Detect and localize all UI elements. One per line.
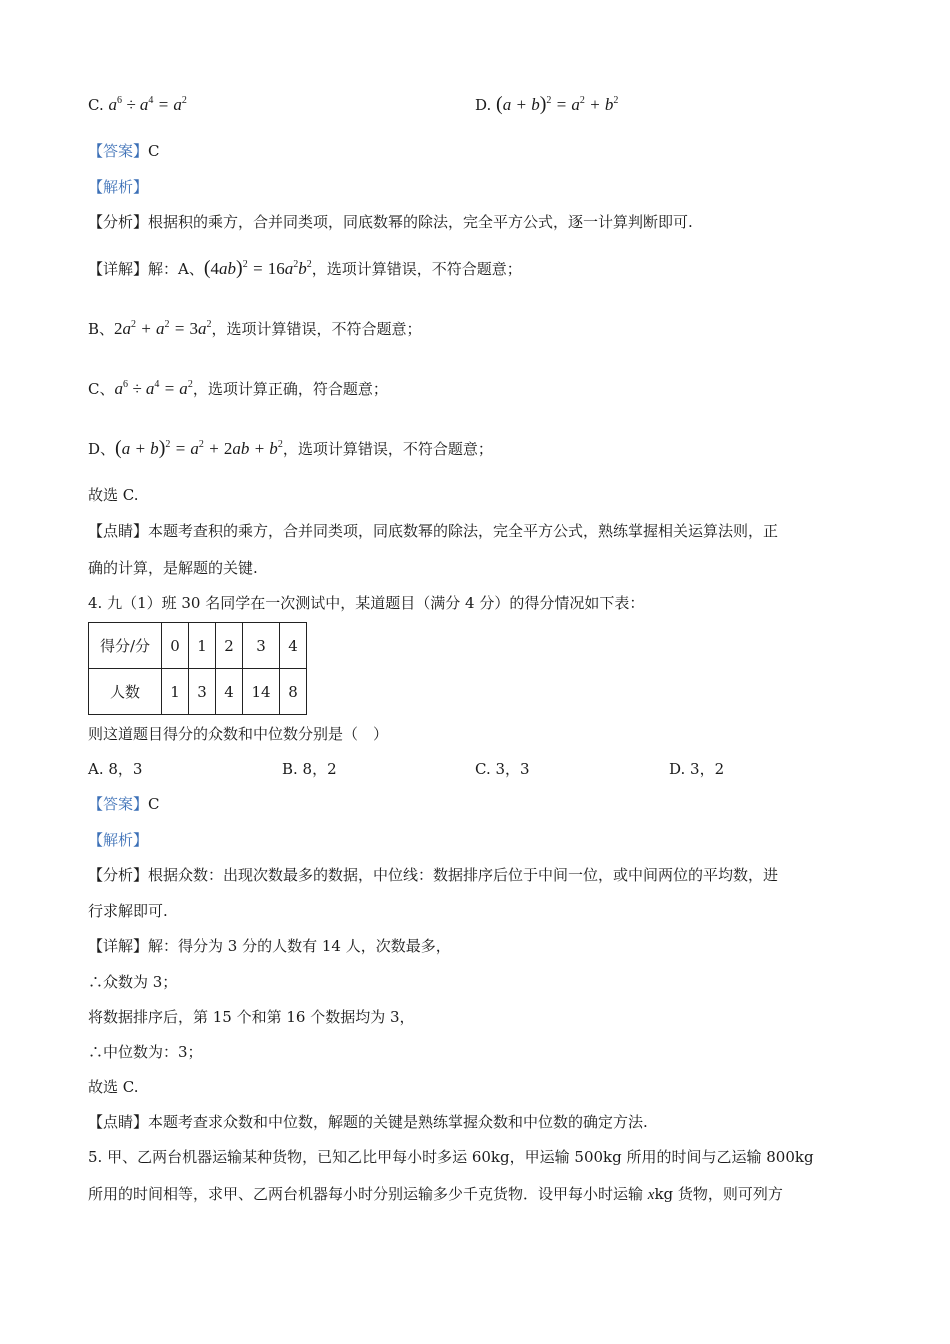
table-cell: 4 bbox=[216, 669, 243, 715]
q4-stem: 4. 九（1）班 30 名同学在一次测试中，某道题目（满分 4 分）的得分情况如下表： bbox=[88, 594, 645, 612]
q5-stem-1: 5. 甲、乙两台机器运输某种货物，已知乙比甲每小时多运 60kg，甲运输 500kg 所用的时间与乙运输 800kg bbox=[88, 1148, 814, 1166]
table-cell: 4 bbox=[280, 623, 307, 669]
q3-xiangjie-b: B、$2a^2 + a^2 = 3a^2$，选项计算错误，不符合题意； bbox=[88, 319, 422, 338]
q3-formula-a: $(4ab)^2 = 16a^2b^2$ bbox=[203, 257, 312, 279]
q4-conclusion: 故选 C. bbox=[88, 1078, 139, 1096]
q4-xiangjie: 【详解】解：得分为 3 分的人数有 14 人，次数最多， bbox=[88, 937, 451, 955]
q4-score-table bbox=[88, 622, 307, 715]
q4-analysis-tag: 【解析】 bbox=[88, 831, 149, 849]
table-cell: 8 bbox=[280, 669, 307, 715]
table-row bbox=[89, 623, 307, 669]
q4-option-b: B. 8，2 bbox=[282, 760, 337, 778]
table-row bbox=[89, 669, 307, 715]
table-cell: 3 bbox=[189, 669, 216, 715]
q4-option-c: C. 3，3 bbox=[475, 760, 530, 778]
q4-dianjing: 【点睛】本题考查求众数和中位数，解题的关键是熟练掌握众数和中位数的确定方法. bbox=[88, 1113, 648, 1131]
q4-fenxi-2: 行求解即可. bbox=[88, 902, 168, 920]
q5-stem-2: 所用的时间相等，求甲、乙两台机器每小时分别运输多少千克货物．设甲每小时运输 xkg 货物，则可列方 bbox=[88, 1185, 783, 1203]
q3-dianjing-1: 【点睛】本题考查积的乘方，合并同类项，同底数幂的除法，完全平方公式，熟练掌握相关运算法则，正 bbox=[88, 522, 779, 540]
table-header-count: 人数 bbox=[89, 669, 162, 715]
q3-option-d: D. $(a + b)^2 = a^2 + b^2$ bbox=[475, 93, 619, 115]
q3-option-c: C. $a^6 \div a^4 = a^2$ bbox=[88, 95, 187, 114]
q3-option-d-formula: $(a + b)^2 = a^2 + b^2$ bbox=[496, 93, 619, 115]
q3-conclusion: 故选 C. bbox=[88, 486, 139, 504]
q3-option-c-formula: $a^6 \div a^4 = a^2$ bbox=[108, 95, 187, 114]
q3-analysis-tag: 【解析】 bbox=[88, 178, 149, 196]
q3-formula-b: $2a^2 + a^2 = 3a^2$ bbox=[114, 319, 212, 338]
q3-xiangjie-c: C、$a^6 \div a^4 = a^2$，选项计算正确，符合题意； bbox=[88, 379, 388, 398]
table-cell: 3 bbox=[243, 623, 280, 669]
q4-fenxi-1: 【分析】根据众数：出现次数最多的数据，中位线：数据排序后位于中间一位，或中间两位的平均数，进 bbox=[88, 866, 779, 884]
q4-step-sort: 将数据排序后，第 15 个和第 16 个数据均为 3， bbox=[88, 1008, 415, 1026]
q3-xiangjie-d: D、$(a + b)^2 = a^2 + 2ab + b^2$，选项计算错误，不符合题意； bbox=[88, 437, 493, 459]
q4-step-median: ∴中位数为：3； bbox=[88, 1043, 203, 1061]
q4-step-mode: ∴众数为 3； bbox=[88, 973, 178, 991]
q4-option-d: D. 3，2 bbox=[669, 760, 725, 778]
q3-formula-d: $(a + b)^2 = a^2 + 2ab + b^2$ bbox=[115, 437, 283, 459]
q3-fenxi: 【分析】根据积的乘方，合并同类项，同底数幂的除法，完全平方公式，逐一计算判断即可. bbox=[88, 213, 693, 231]
table-cell: 1 bbox=[162, 669, 189, 715]
table-cell: 2 bbox=[216, 623, 243, 669]
table-header-score: 得分/分 bbox=[89, 623, 162, 669]
q3-dianjing-2: 确的计算，是解题的关键. bbox=[88, 559, 258, 577]
q4-answer: 【答案】C bbox=[88, 795, 160, 813]
q3-xiangjie-a: 【详解】解：A、$(4ab)^2 = 16a^2b^2$，选项计算错误，不符合题意； bbox=[88, 257, 522, 279]
table-cell: 1 bbox=[189, 623, 216, 669]
q4-question: 则这道题目得分的众数和中位数分别是（ ） bbox=[88, 725, 389, 743]
q3-formula-c: $a^6 \div a^4 = a^2$ bbox=[114, 379, 193, 398]
q3-answer: 【答案】C bbox=[88, 142, 160, 160]
table-cell: 0 bbox=[162, 623, 189, 669]
q4-option-a: A. 8，3 bbox=[88, 760, 143, 778]
table-cell: 14 bbox=[243, 669, 280, 715]
